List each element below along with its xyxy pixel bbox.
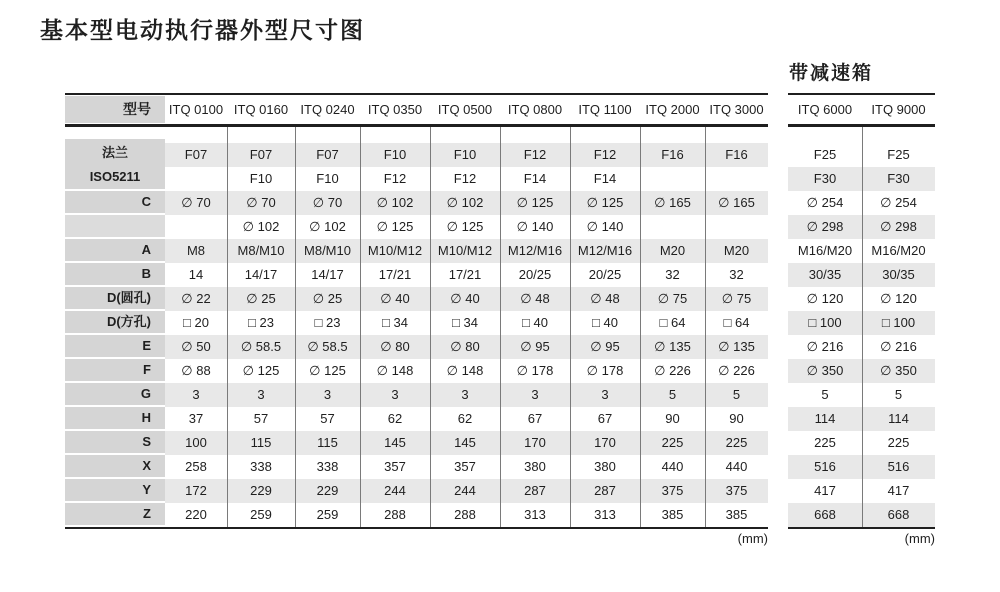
table-cell: M10/M12: [367, 243, 423, 258]
column-header: ITQ 0160: [233, 102, 289, 117]
table-row: [165, 503, 768, 527]
main-table-body: [165, 143, 768, 527]
table-cell: M20: [659, 243, 686, 258]
table-cell: ∅ 75: [721, 291, 752, 306]
row-label: [65, 139, 165, 189]
table-cell: 115: [317, 435, 338, 450]
table-cell: 287: [524, 483, 546, 498]
table-cell: F30: [887, 171, 910, 186]
table-cell: ∅ 95: [590, 339, 620, 354]
table-cell: 380: [524, 459, 546, 474]
table-cell: 516: [887, 459, 910, 474]
table-cell: 62: [387, 411, 403, 426]
table-cell: 3: [531, 387, 539, 402]
table-cell: 115: [250, 435, 272, 450]
table-cell: ∅ 70: [246, 195, 276, 210]
table-cell: 380: [594, 459, 616, 474]
column-header: ITQ 9000: [871, 102, 926, 117]
table-cell: ∅ 140: [516, 219, 554, 234]
table-cell: 313: [594, 507, 616, 522]
table-cell: 338: [316, 459, 339, 474]
row-label: H: [65, 407, 165, 429]
table-cell: 20/25: [518, 267, 552, 282]
table-cell: M12/M16: [507, 243, 563, 258]
table-cell: 220: [185, 507, 207, 522]
table-cell: [705, 167, 768, 191]
table-cell: 259: [250, 507, 272, 522]
table-cell: M10/M12: [437, 243, 493, 258]
table-cell: □ 40: [522, 315, 548, 330]
row-label: [65, 215, 165, 237]
table-row: [165, 455, 768, 479]
table-row: [165, 431, 768, 455]
table-cell: ∅ 70: [312, 195, 343, 210]
table-cell: ∅ 226: [654, 363, 691, 378]
table-cell: F12: [593, 147, 617, 162]
table-row: [165, 383, 768, 407]
column-separator: [430, 127, 431, 527]
table-cell: 357: [454, 459, 476, 474]
table-row: [165, 191, 768, 215]
table-cell: 375: [725, 483, 748, 498]
table-cell: ∅ 22: [181, 291, 211, 306]
table-cell: ∅ 140: [586, 219, 624, 234]
table-cell: 5: [894, 387, 903, 402]
table-cell: F14: [523, 171, 547, 186]
main-table-header-rule: [65, 124, 768, 127]
table-cell: M8: [186, 243, 206, 258]
table-cell: 67: [597, 411, 613, 426]
main-table-bottom-rule: [65, 527, 768, 529]
table-cell: [640, 215, 705, 239]
column-separator: [360, 127, 361, 527]
row-label: D(圆孔): [65, 287, 165, 309]
table-cell: ∅ 102: [242, 219, 280, 234]
table-cell: F10: [383, 147, 407, 162]
table-cell: 3: [391, 387, 399, 402]
table-cell: ∅ 80: [380, 339, 410, 354]
table-cell: ∅ 226: [718, 363, 755, 378]
table-cell: 287: [594, 483, 616, 498]
column-header: ITQ 0800: [507, 102, 563, 117]
table-cell: 14/17: [244, 267, 278, 282]
table-cell: □ 20: [183, 315, 209, 330]
table-cell: □ 34: [382, 315, 408, 330]
table-cell: ∅ 254: [806, 195, 844, 210]
table-cell: 288: [454, 507, 476, 522]
table-cell: F12: [383, 171, 407, 186]
table-cell: ∅ 254: [880, 195, 917, 210]
table-row: [165, 215, 768, 239]
table-cell: ∅ 216: [880, 339, 917, 354]
row-label-column: [65, 139, 165, 527]
table-cell: □ 64: [659, 315, 686, 330]
table-cell: 229: [250, 483, 272, 498]
table-cell: F10: [249, 171, 273, 186]
table-cell: ∅ 135: [718, 339, 755, 354]
row-label-line: 法兰: [101, 145, 128, 160]
table-cell: 145: [384, 435, 406, 450]
table-cell: ∅ 102: [446, 195, 484, 210]
row-label: Y: [65, 479, 165, 501]
table-row: [165, 479, 768, 503]
table-cell: ∅ 25: [312, 291, 343, 306]
table-cell: ∅ 25: [246, 291, 276, 306]
table-cell: ∅ 102: [376, 195, 414, 210]
table-cell: ∅ 125: [446, 219, 484, 234]
column-header: ITQ 0500: [437, 102, 493, 117]
table-cell: 62: [457, 411, 473, 426]
row-label-line: ISO5211: [89, 169, 141, 184]
table-cell: F30: [813, 171, 837, 186]
table-cell: M16/M20: [797, 243, 853, 258]
table-cell: 14/17: [311, 267, 344, 282]
table-cell: M8/M10: [304, 243, 351, 258]
table-cell: □ 40: [592, 315, 618, 330]
row-label: G: [65, 383, 165, 405]
table-cell: 417: [814, 483, 836, 498]
table-cell: F16: [725, 147, 748, 162]
table-cell: 57: [253, 411, 269, 426]
gearbox-section-title: 带减速箱: [789, 63, 874, 84]
table-cell: 668: [814, 507, 836, 522]
table-cell: 14: [188, 267, 204, 282]
column-separator: [295, 127, 296, 527]
table-cell: 5: [821, 387, 829, 402]
column-header: ITQ 0100: [168, 102, 224, 117]
table-cell: 288: [384, 507, 406, 522]
column-header: ITQ 2000: [645, 102, 700, 117]
table-cell: □ 100: [808, 315, 842, 330]
table-cell: ∅ 120: [880, 291, 917, 306]
table-cell: 313: [524, 507, 546, 522]
table-cell: 172: [185, 483, 207, 498]
table-cell: ∅ 350: [806, 363, 844, 378]
table-cell: 20/25: [588, 267, 622, 282]
table-row: [165, 167, 768, 191]
table-row: [165, 287, 768, 311]
table-cell: 3: [257, 387, 265, 402]
model-header-cell: 型号: [65, 96, 165, 123]
table-cell: 145: [454, 435, 476, 450]
table-cell: 30/35: [808, 267, 842, 282]
table-cell: M20: [723, 243, 750, 258]
table-row: [165, 311, 768, 335]
table-cell: □ 23: [248, 315, 274, 330]
row-label: A: [65, 239, 165, 261]
table-cell: ∅ 148: [446, 363, 484, 378]
column-separator: [862, 127, 863, 527]
table-cell: M8/M10: [237, 243, 285, 258]
table-cell: 516: [814, 459, 836, 474]
column-header: ITQ 3000: [709, 102, 764, 117]
table-cell: 170: [524, 435, 546, 450]
table-cell: ∅ 58.5: [240, 339, 282, 354]
table-cell: F07: [184, 147, 208, 162]
row-label: D(方孔): [65, 311, 165, 333]
table-cell: 32: [729, 267, 744, 282]
table-cell: 3: [461, 387, 469, 402]
table-cell: ∅ 95: [520, 339, 550, 354]
row-label: B: [65, 263, 165, 285]
table-cell: ∅ 350: [880, 363, 917, 378]
column-separator: [570, 127, 571, 527]
table-row: [165, 143, 768, 167]
table-cell: 114: [814, 411, 836, 426]
row-label: S: [65, 431, 165, 453]
row-label: F: [65, 359, 165, 381]
table-cell: 90: [729, 411, 744, 426]
table-row: [165, 263, 768, 287]
table-cell: F10: [453, 147, 477, 162]
table-cell: [705, 215, 768, 239]
table-cell: 225: [661, 435, 684, 450]
table-cell: F12: [453, 171, 477, 186]
table-cell: [165, 215, 227, 239]
table-cell: 385: [661, 507, 684, 522]
table-cell: ∅ 80: [450, 339, 480, 354]
table-cell: ∅ 50: [181, 339, 211, 354]
table-cell: ∅ 120: [806, 291, 844, 306]
table-cell: ∅ 88: [181, 363, 211, 378]
table-cell: 170: [594, 435, 616, 450]
table-cell: 244: [454, 483, 476, 498]
table-cell: F07: [316, 147, 339, 162]
table-cell: F25: [813, 147, 837, 162]
table-cell: 225: [814, 435, 836, 450]
table-cell: ∅ 40: [450, 291, 480, 306]
table-row: [165, 359, 768, 383]
table-cell: ∅ 58.5: [307, 339, 348, 354]
table-cell: F25: [887, 147, 910, 162]
table-cell: ∅ 298: [806, 219, 844, 234]
table-cell: ∅ 178: [586, 363, 624, 378]
column-separator: [705, 127, 706, 527]
table-cell: F07: [249, 147, 273, 162]
table-cell: ∅ 135: [654, 339, 691, 354]
table-cell: [640, 167, 705, 191]
table-cell: 32: [665, 267, 680, 282]
table-cell: 5: [732, 387, 741, 402]
table-cell: 357: [384, 459, 406, 474]
table-cell: ∅ 48: [590, 291, 620, 306]
table-cell: M16/M20: [871, 243, 926, 258]
table-cell: 385: [725, 507, 748, 522]
table-cell: ∅ 165: [654, 195, 691, 210]
column-separator: [227, 127, 228, 527]
column-header: ITQ 0350: [367, 102, 423, 117]
main-table-unit-note: (mm): [737, 531, 768, 546]
table-row: [165, 407, 768, 431]
table-cell: 244: [384, 483, 406, 498]
table-row: [165, 239, 768, 263]
table-cell: [165, 167, 227, 191]
table-cell: ∅ 125: [309, 363, 346, 378]
table-row: [165, 335, 768, 359]
table-cell: 5: [668, 387, 677, 402]
gearbox-table-unit-note: (mm): [904, 531, 935, 546]
column-header: ITQ 6000: [797, 102, 853, 117]
table-cell: 37: [188, 411, 204, 426]
row-label: Z: [65, 503, 165, 525]
page-title: 基本型电动执行器外型尺寸图: [40, 18, 365, 43]
table-cell: ∅ 148: [376, 363, 414, 378]
row-label: X: [65, 455, 165, 477]
table-cell: 668: [887, 507, 910, 522]
table-cell: 114: [888, 411, 909, 426]
table-cell: □ 34: [452, 315, 478, 330]
table-cell: ∅ 216: [806, 339, 844, 354]
table-cell: ∅ 48: [520, 291, 550, 306]
table-cell: F10: [316, 171, 339, 186]
row-label: E: [65, 335, 165, 357]
table-cell: ∅ 102: [309, 219, 346, 234]
table-cell: ∅ 178: [516, 363, 554, 378]
table-cell: 440: [725, 459, 748, 474]
table-cell: 100: [185, 435, 207, 450]
table-cell: □ 23: [314, 315, 341, 330]
table-cell: ∅ 40: [380, 291, 410, 306]
table-cell: ∅ 125: [516, 195, 554, 210]
column-header: ITQ 0240: [300, 102, 355, 117]
table-cell: 229: [316, 483, 339, 498]
table-cell: ∅ 125: [376, 219, 414, 234]
table-cell: F12: [523, 147, 547, 162]
table-cell: 375: [661, 483, 684, 498]
table-cell: F14: [593, 171, 617, 186]
column-separator: [500, 127, 501, 527]
table-cell: ∅ 298: [880, 219, 917, 234]
table-cell: 3: [323, 387, 332, 402]
table-cell: 57: [320, 411, 335, 426]
table-cell: M12/M16: [577, 243, 633, 258]
column-header: ITQ 1100: [578, 102, 632, 117]
table-cell: 338: [250, 459, 272, 474]
table-cell: 67: [527, 411, 543, 426]
table-cell: 258: [185, 459, 207, 474]
table-cell: 90: [665, 411, 680, 426]
table-cell: □ 64: [723, 315, 750, 330]
table-cell: ∅ 125: [586, 195, 624, 210]
column-separator: [640, 127, 641, 527]
table-cell: 30/35: [882, 267, 915, 282]
table-cell: ∅ 165: [718, 195, 755, 210]
gearbox-table-bottom-rule: [788, 527, 935, 529]
table-cell: 17/21: [378, 267, 412, 282]
table-cell: F16: [661, 147, 684, 162]
row-label: C: [65, 191, 165, 213]
table-cell: ∅ 75: [657, 291, 688, 306]
table-cell: 3: [192, 387, 200, 402]
table-cell: 225: [887, 435, 910, 450]
table-cell: ∅ 70: [181, 195, 211, 210]
table-cell: ∅ 125: [242, 363, 280, 378]
table-cell: 417: [887, 483, 910, 498]
table-cell: 17/21: [448, 267, 482, 282]
table-cell: 225: [725, 435, 748, 450]
table-cell: 440: [661, 459, 684, 474]
table-cell: □ 100: [881, 315, 916, 330]
table-cell: 259: [316, 507, 339, 522]
table-cell: 3: [601, 387, 609, 402]
